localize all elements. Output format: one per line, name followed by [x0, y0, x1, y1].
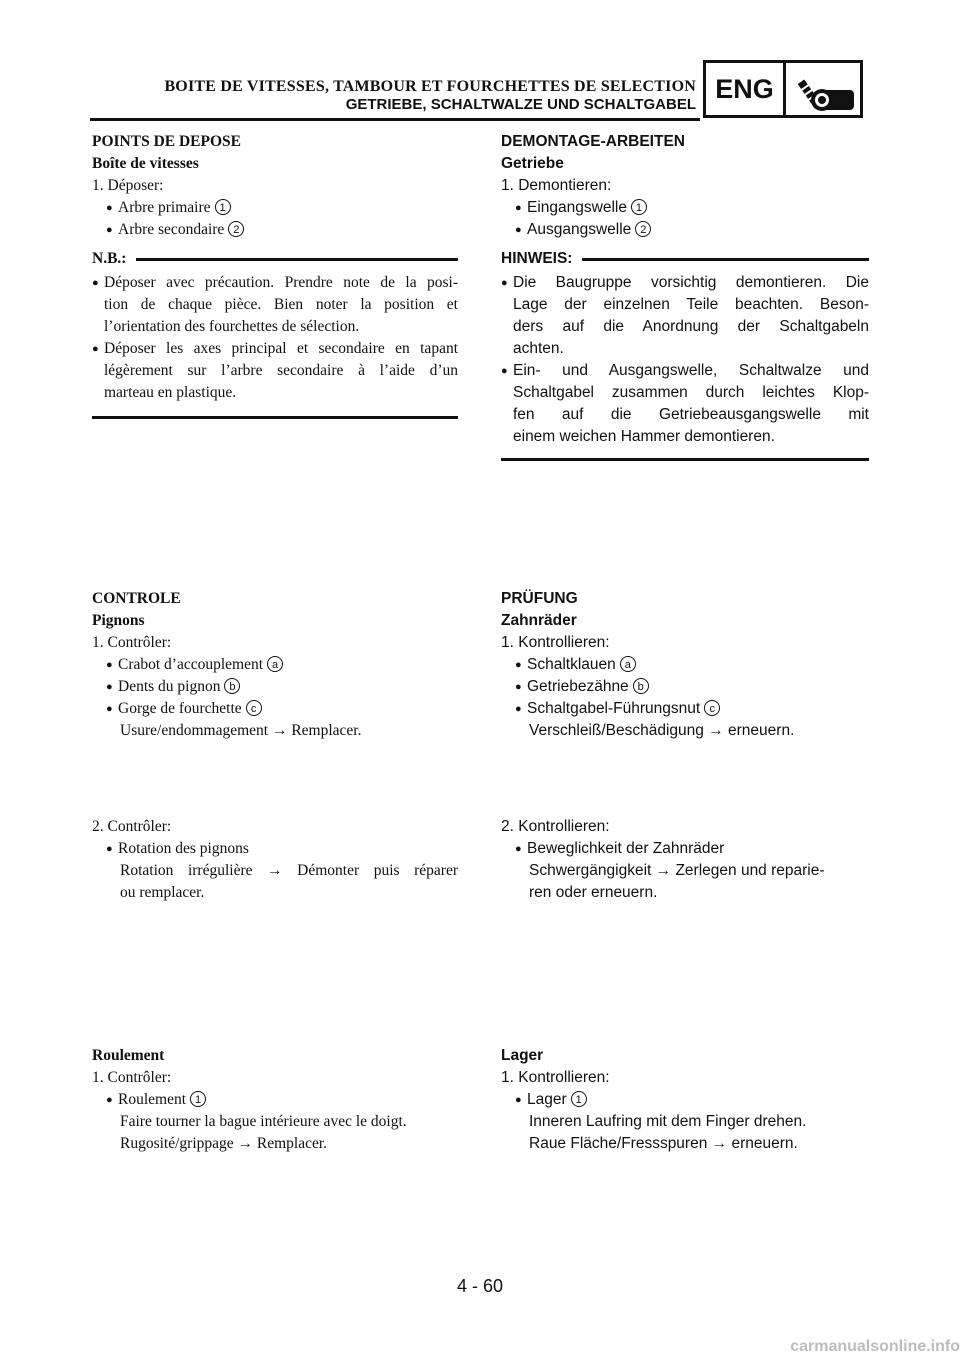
bullet-icon: ●: [92, 277, 99, 289]
bullet-icon: ●: [515, 224, 522, 236]
left-check-section: [92, 588, 458, 742]
right-bearing-step1: 1. Kontrollieren:: [501, 1069, 610, 1086]
right-note-header: [501, 248, 869, 270]
bullet-icon: ●: [106, 1094, 113, 1106]
ref-c: c: [246, 700, 262, 716]
left-note-item1: ● Déposer avec précaution. Prendre note de la posi- tion de chaque pièce. Bien noter la position et l’orientation des fourchettes de sélection.: [92, 272, 458, 338]
left-check-rot: ● Rotation des pignons: [92, 838, 458, 860]
left-check2-section: [92, 816, 458, 904]
left-check-step1: 1. Contrôler:: [92, 634, 172, 651]
right-note-item1: ● Die Baugruppe vorsichtig demontieren. Die Lage der einzelnen Teile beachten. Beson- ders auf die Anordnung der Schaltgabeln achten.: [501, 272, 869, 360]
ref-b: b: [224, 678, 240, 694]
ref-2: 2: [635, 221, 651, 237]
left-removal-section: [92, 131, 458, 241]
left-removal-item1: ● Arbre primaire 1: [92, 197, 458, 219]
watermark: carmanualsonline.info: [790, 1338, 960, 1355]
left-check-c: ● Gorge de fourchette c: [92, 698, 458, 720]
bullet-icon: ●: [106, 202, 113, 214]
left-bearing-l2: Rugosité/grippage → Remplacer.: [120, 1135, 328, 1152]
right-check-c: ● Schaltgabel-Führungsnut c: [501, 698, 869, 720]
note-end-rule: [92, 416, 458, 419]
left-bearing-item: ● Roulement 1: [92, 1089, 458, 1111]
right-check-sub: Zahnräder: [501, 612, 577, 629]
left-note-label: N.B.:: [92, 250, 127, 267]
right-check-section: [501, 588, 869, 742]
left-bearing-section: [92, 1045, 458, 1155]
header-title-fr: BOITE DE VITESSES, TAMBOUR ET FOURCHETTES DE SELECTION: [164, 78, 696, 95]
page-number: 4 - 60: [456, 1276, 504, 1296]
right-bearing-section: [501, 1045, 869, 1155]
right-bearing-item: ● Lager 1: [501, 1089, 869, 1111]
left-bearing-l1: Faire tourner la bague intérieure avec le doigt.: [120, 1113, 407, 1130]
right-check-step1: 1. Kontrollieren:: [501, 634, 610, 651]
note-rule: [136, 258, 458, 261]
bullet-icon: ●: [515, 202, 522, 214]
ref-1: 1: [631, 199, 647, 215]
left-check-heading: CONTROLE: [92, 590, 181, 607]
left-removal-heading: POINTS DE DEPOSE: [92, 133, 242, 150]
right-removal-item2: ● Ausgangswelle 2: [501, 219, 869, 241]
left-check-result2: Rotation irrégulière → Démonter puis réparer ou remplacer.: [120, 862, 458, 901]
left-check-result1: Usure/endommagement → Remplacer.: [120, 722, 362, 739]
bullet-icon: ●: [106, 681, 113, 693]
left-note: [92, 248, 458, 419]
ref-2: 2: [228, 221, 244, 237]
header-rule: [90, 118, 700, 121]
right-removal-sub: Getriebe: [501, 155, 564, 172]
left-removal-sub: Boîte de vitesses: [92, 155, 199, 172]
bullet-icon: ●: [106, 703, 113, 715]
right-check-rot: ● Beweglichkeit der Zahnräder: [501, 838, 869, 860]
bullet-icon: ●: [106, 843, 113, 855]
note-end-rule: [501, 458, 869, 461]
ref-1: 1: [571, 1091, 587, 1107]
bullet-icon: ●: [515, 703, 522, 715]
right-check-step2: 2. Kontrollieren:: [501, 818, 610, 835]
section-label: ENG: [706, 63, 786, 115]
right-note-label: HINWEIS:: [501, 250, 573, 267]
left-check-sub: Pignons: [92, 612, 145, 629]
right-check2-section: [501, 816, 869, 904]
ref-1: 1: [215, 199, 231, 215]
right-check-a: ● Schaltklauen a: [501, 654, 869, 676]
bullet-icon: ●: [106, 224, 113, 236]
left-removal-step1: 1. Déposer:: [92, 177, 164, 194]
note-rule: [582, 258, 869, 261]
bullet-icon: ●: [92, 343, 99, 355]
left-bearing-step1: 1. Contrôler:: [92, 1069, 172, 1086]
left-check-step2: 2. Contrôler:: [92, 818, 172, 835]
ref-a: a: [620, 656, 636, 672]
bullet-icon: ●: [501, 277, 508, 289]
left-check-a: ● Crabot d’accouplement a: [92, 654, 458, 676]
bullet-icon: ●: [106, 659, 113, 671]
right-note: [501, 248, 869, 461]
bullet-icon: ●: [515, 659, 522, 671]
bullet-icon: ●: [515, 681, 522, 693]
right-check-heading: PRÜFUNG: [501, 590, 578, 607]
ref-1: 1: [190, 1091, 206, 1107]
right-removal-item1: ● Eingangswelle 1: [501, 197, 869, 219]
ref-b: b: [633, 678, 649, 694]
header-title-de: GETRIEBE, SCHALTWALZE UND SCHALTGABEL: [345, 96, 696, 113]
bullet-icon: ●: [501, 365, 508, 377]
right-note-item2: ● Ein- und Ausgangswelle, Schaltwalze und Schaltgabel zusammen durch leichtes Klop- fen auf die Getriebeausgangswelle mit einem weichen Hammer demontieren.: [501, 360, 869, 448]
right-removal-step1: 1. Demontieren:: [501, 177, 612, 194]
left-bearing-sub: Roulement: [92, 1047, 165, 1064]
right-bearing-l2: Raue Fläche/Fressspuren → erneuern.: [529, 1135, 798, 1152]
bullet-icon: ●: [515, 1094, 522, 1106]
right-removal-section: [501, 131, 869, 241]
left-removal-item2: ● Arbre secondaire 2: [92, 219, 458, 241]
right-removal-heading: DEMONTAGE-ARBEITEN: [501, 133, 685, 150]
bullet-icon: ●: [515, 843, 522, 855]
ref-a: a: [267, 656, 283, 672]
engine-gear-icon: [790, 64, 860, 114]
left-note-item2: ● Déposer les axes principal et secondaire en tapant légèrement sur l’arbre secondaire à l’aide d’un marteau en plastique.: [92, 338, 458, 404]
right-bearing-sub: Lager: [501, 1047, 544, 1064]
ref-c: c: [704, 700, 720, 716]
left-check-b: ● Dents du pignon b: [92, 676, 458, 698]
right-bearing-l1: Inneren Laufring mit dem Finger drehen.: [529, 1113, 807, 1130]
right-check-result1: Verschleiß/Beschädigung → erneuern.: [529, 722, 795, 739]
left-note-header: [92, 248, 458, 270]
right-check-b: ● Getriebezähne b: [501, 676, 869, 698]
right-check-result2: Schwergängigkeit → Zerlegen und reparie- ren oder erneuern.: [529, 862, 825, 901]
